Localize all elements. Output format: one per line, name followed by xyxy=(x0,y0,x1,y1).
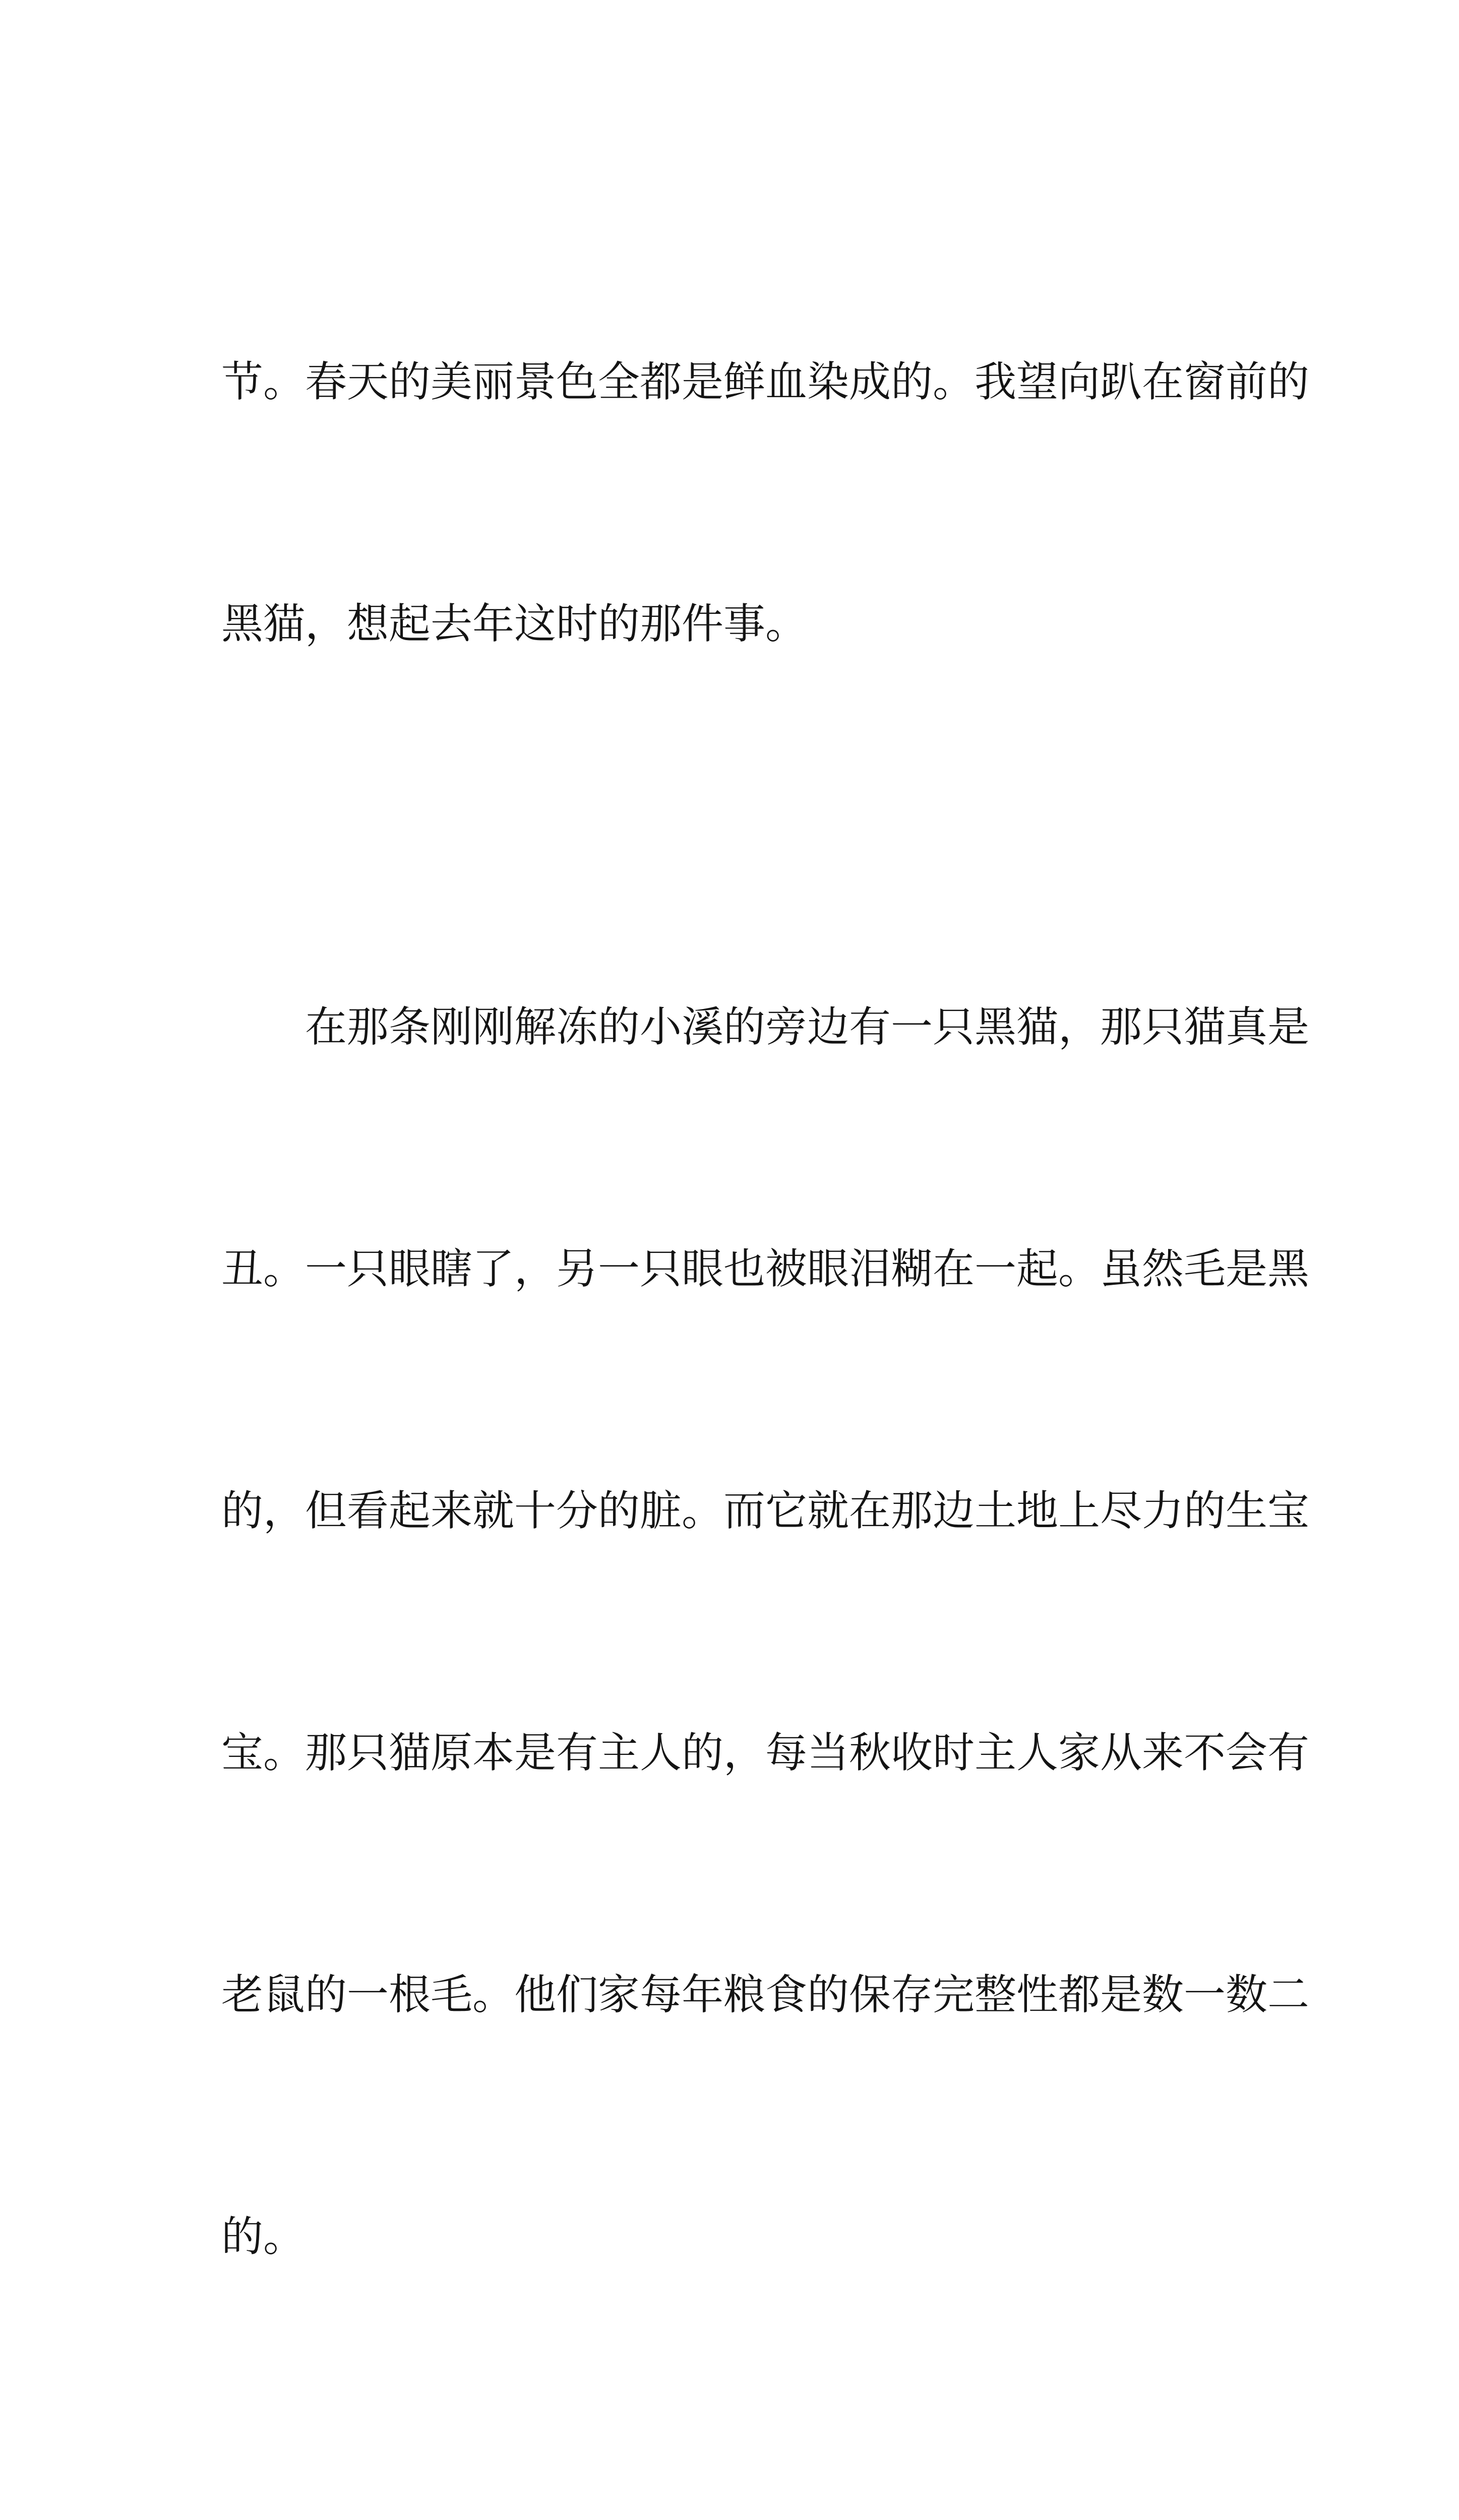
text-line: 黑猫，想起去年这时的那件事。 xyxy=(221,599,807,648)
text-line: 在那条刚刚解冻的小溪的旁边有一只黑猫，那只猫真是 xyxy=(221,1002,1309,1051)
text-line: 丑。一只眼瞎了，另一只眼也被眼泪糊在一起。虽然毛是黑 xyxy=(221,1244,1309,1293)
text-line: 宝。那只猫原本是有主人的，每当秋收时主人家从来不会有 xyxy=(221,1728,1309,1777)
paragraph xyxy=(221,826,1309,2438)
document-body xyxy=(221,180,1309,2520)
paragraph xyxy=(221,2438,1235,2520)
text-line: 节。春天的美丽景色全都是鲜血染成的。我望向趴在窗前的 xyxy=(221,357,1309,406)
paragraph xyxy=(221,180,1309,826)
text-line: 的，但看起来就十分的脏。而它就在那边土地上尽力的生宝 xyxy=(221,1486,1309,1535)
text-line: 的。 xyxy=(221,2212,305,2261)
text-line: 老鼠的一根毛。他们家每年粮食的保存完整性都是数一数二 xyxy=(221,1970,1309,2019)
